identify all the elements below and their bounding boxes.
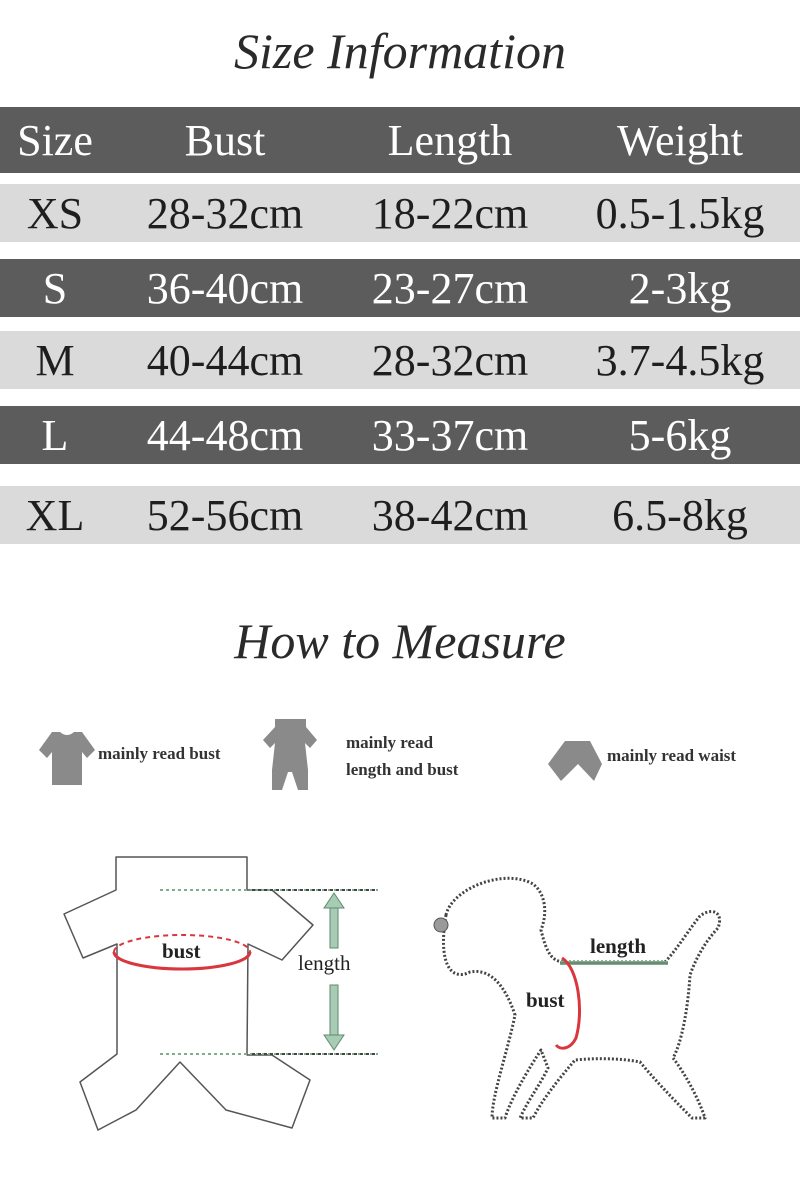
- header-bust: Bust: [184, 115, 266, 165]
- header-weight: Weight: [617, 115, 743, 165]
- header-size: Size: [17, 115, 93, 165]
- bust-cell: 28-32cm: [146, 188, 304, 238]
- dog-outline: [443, 878, 719, 1118]
- length-cell: 33-37cm: [371, 410, 529, 460]
- shirt-length-label: length: [298, 951, 351, 975]
- bust-cell: 52-56cm: [146, 490, 304, 540]
- shirt-outline: [64, 857, 313, 1130]
- legend-length-bust-line1: mainly read: [346, 733, 434, 752]
- legend-bust-text: mainly read bust: [98, 744, 221, 763]
- length-cell: 18-22cm: [371, 188, 529, 238]
- shirt-bust-label: bust: [162, 939, 201, 963]
- size-cell: XS: [26, 188, 84, 238]
- dog-length-label: length: [590, 934, 647, 958]
- bust-cell: 40-44cm: [146, 335, 304, 385]
- legend-length-bust-line2: length and bust: [346, 760, 459, 779]
- jumpsuit-icon: [263, 719, 317, 790]
- waist-pants-icon: [548, 741, 602, 781]
- weight-cell: 5-6kg: [628, 410, 732, 460]
- weight-cell: 6.5-8kg: [612, 490, 748, 540]
- weight-cell: 3.7-4.5kg: [595, 335, 765, 385]
- legend-waist-text: mainly read waist: [607, 746, 737, 765]
- weight-cell: 0.5-1.5kg: [595, 188, 765, 238]
- bust-cell: 36-40cm: [146, 263, 304, 313]
- length-cell: 28-32cm: [371, 335, 529, 385]
- how-to-measure-title: How to Measure: [234, 613, 566, 669]
- size-cell: M: [35, 335, 75, 385]
- bust-cell: 44-48cm: [146, 410, 304, 460]
- header-length: Length: [387, 115, 513, 165]
- size-cell: XL: [25, 490, 85, 540]
- length-cell: 38-42cm: [371, 490, 529, 540]
- weight-cell: 2-3kg: [628, 263, 732, 313]
- size-information-title: Size Information: [234, 23, 566, 79]
- length-cell: 23-27cm: [371, 263, 529, 313]
- size-cell: S: [42, 263, 68, 313]
- tshirt-icon: [39, 732, 95, 785]
- size-cell: L: [41, 410, 69, 460]
- dog-bust-label: bust: [526, 988, 565, 1012]
- dog-nose-icon: [434, 918, 448, 932]
